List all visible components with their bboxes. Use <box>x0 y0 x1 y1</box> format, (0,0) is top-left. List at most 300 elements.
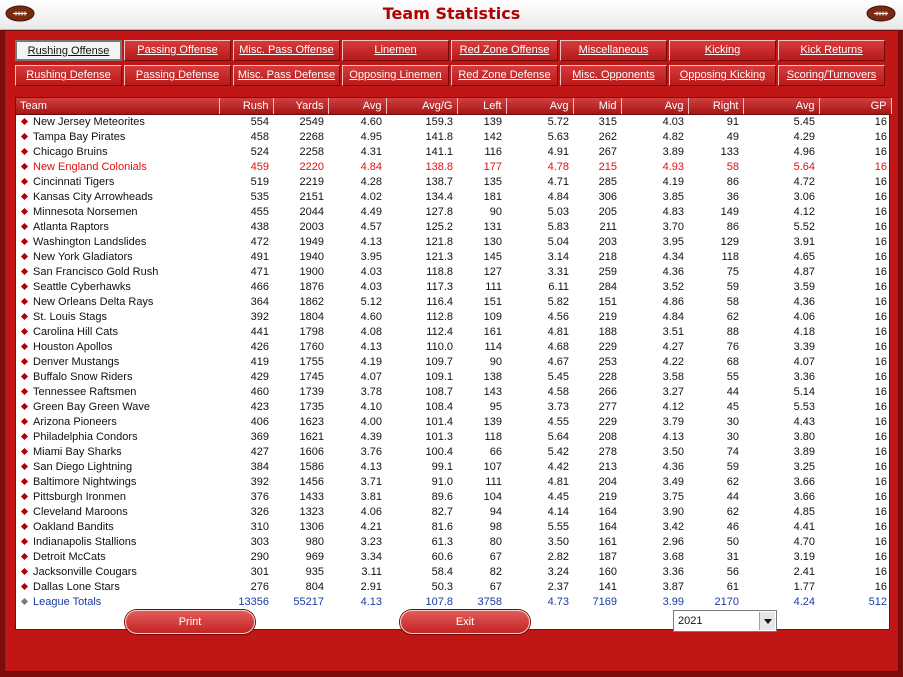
stat-cell: 3.66 <box>793 475 815 488</box>
stat-cell: 16 <box>874 475 887 488</box>
stat-cell: 3.91 <box>793 235 815 248</box>
stat-cell: 134.4 <box>425 190 453 203</box>
team-name: Tennessee Raftsmen <box>33 385 137 398</box>
stat-cell: 459 <box>250 160 269 173</box>
team-name: Baltimore Nightwings <box>33 475 137 488</box>
column-header[interactable]: Avg <box>328 98 386 114</box>
stat-cell: 4.08 <box>360 325 382 338</box>
stat-cell: 16 <box>874 355 887 368</box>
team-name: San Francisco Gold Rush <box>33 265 159 278</box>
stat-cell: 56 <box>726 565 739 578</box>
stat-cell: 4.19 <box>662 175 684 188</box>
stat-cell: 392 <box>250 310 269 323</box>
stat-cell: 86 <box>726 175 739 188</box>
team-name: Minnesota Norsemen <box>33 205 138 218</box>
stat-cell: 151 <box>483 295 502 308</box>
diamond-bullet-icon <box>21 193 28 200</box>
diamond-bullet-icon <box>21 448 28 455</box>
table-row[interactable] <box>16 429 891 444</box>
stat-cell: 4.56 <box>547 310 569 323</box>
stat-cell: 2549 <box>299 115 324 128</box>
column-header[interactable]: Team <box>16 98 219 114</box>
tab-opposing-linemen[interactable]: Opposing Linemen <box>342 65 449 86</box>
stat-cell: 118 <box>484 430 502 443</box>
team-name: Arizona Pioneers <box>33 415 117 428</box>
stat-cell: 969 <box>305 550 324 563</box>
stat-cell: 4.13 <box>360 460 382 473</box>
stat-cell: 3.89 <box>662 145 684 158</box>
stat-cell: 4.06 <box>793 310 815 323</box>
stat-cell: 5.42 <box>547 445 569 458</box>
exit-button[interactable]: Exit <box>400 610 530 634</box>
stat-cell: 125.2 <box>425 220 453 233</box>
stat-cell: 4.45 <box>547 490 569 503</box>
table-row[interactable] <box>16 324 891 339</box>
tab-scoring-turnovers[interactable]: Scoring/Turnovers <box>778 65 885 86</box>
stat-cell: 16 <box>874 160 887 173</box>
column-header[interactable]: Avg <box>621 98 688 114</box>
stat-cell: 219 <box>598 310 617 323</box>
team-name: Denver Mustangs <box>33 355 120 368</box>
stat-cell: 215 <box>598 160 617 173</box>
stat-cell: 1623 <box>299 415 324 428</box>
table-row[interactable] <box>16 459 891 474</box>
table-row[interactable] <box>16 189 891 204</box>
window-title: Team Statistics <box>382 4 521 23</box>
stat-cell: 4.82 <box>662 130 684 143</box>
stat-cell: 16 <box>874 370 887 383</box>
table-row[interactable] <box>16 249 891 264</box>
tab-misc-pass-offense[interactable]: Misc. Pass Offense <box>233 40 340 61</box>
stat-cell: 5.45 <box>547 370 569 383</box>
stat-cell: 519 <box>250 175 269 188</box>
stat-cell: 4.73 <box>547 595 569 608</box>
stat-cell: 4.84 <box>360 160 382 173</box>
stat-cell: 16 <box>874 445 887 458</box>
stat-cell: 1433 <box>299 490 324 503</box>
stat-cell: 131 <box>483 220 502 233</box>
stat-cell: 16 <box>874 280 887 293</box>
stat-cell: 2.41 <box>793 565 815 578</box>
stat-cell: 74 <box>726 445 739 458</box>
stat-cell: 472 <box>250 235 269 248</box>
stat-cell: 4.65 <box>793 250 815 263</box>
table-row[interactable] <box>16 264 891 279</box>
stat-cell: 4.96 <box>793 145 815 158</box>
column-header[interactable]: GP <box>819 98 891 114</box>
column-header[interactable]: Left <box>457 98 506 114</box>
stat-cell: 3.27 <box>662 385 684 398</box>
column-header[interactable]: Avg <box>743 98 819 114</box>
stat-cell: 4.27 <box>662 340 684 353</box>
diamond-bullet-icon <box>21 373 28 380</box>
stat-cell: 44 <box>726 490 739 503</box>
stat-cell: 90 <box>489 355 502 368</box>
table-row[interactable] <box>16 309 891 324</box>
diamond-bullet-icon <box>21 358 28 365</box>
team-name: New England Colonials <box>33 160 147 173</box>
team-name-cell <box>16 549 219 564</box>
stat-cell: 138.8 <box>425 160 453 173</box>
team-name-cell <box>16 114 219 129</box>
table-row[interactable] <box>16 579 891 594</box>
stat-cell: 369 <box>250 430 269 443</box>
season-select-value: 2021 <box>678 615 703 627</box>
stat-cell: 164 <box>598 520 617 533</box>
team-name: New York Gladiators <box>33 250 133 263</box>
diamond-bullet-icon <box>21 223 28 230</box>
stat-cell: 3.49 <box>662 475 684 488</box>
stat-cell: 4.07 <box>793 355 815 368</box>
stat-cell: 1876 <box>299 280 324 293</box>
stat-cell: 3.39 <box>793 340 815 353</box>
diamond-bullet-icon <box>21 283 28 290</box>
stat-cell: 364 <box>250 295 269 308</box>
season-select[interactable] <box>673 610 777 632</box>
team-name-cell <box>16 189 219 204</box>
stat-cell: 61 <box>726 580 739 593</box>
stat-cell: 1.77 <box>793 580 815 593</box>
stat-cell: 16 <box>874 490 887 503</box>
stat-cell: 4.49 <box>360 205 382 218</box>
stat-cell: 4.93 <box>662 160 684 173</box>
stat-cell: 524 <box>250 145 269 158</box>
stat-cell: 4.06 <box>360 505 382 518</box>
title-bar <box>0 0 903 30</box>
stat-cell: 89.6 <box>431 490 453 503</box>
stat-cell: 4.18 <box>793 325 815 338</box>
stat-cell: 5.64 <box>547 430 569 443</box>
stat-cell: 3.59 <box>793 280 815 293</box>
table-row[interactable] <box>16 129 891 144</box>
table-row[interactable] <box>16 204 891 219</box>
stat-cell: 2220 <box>299 160 324 173</box>
stat-cell: 4.02 <box>360 190 382 203</box>
stat-cell: 5.83 <box>547 220 569 233</box>
stat-cell: 3.36 <box>662 565 684 578</box>
diamond-bullet-icon <box>21 583 28 590</box>
stats-panel <box>4 30 899 672</box>
table-row[interactable] <box>16 384 891 399</box>
stat-cell: 4.58 <box>547 385 569 398</box>
stat-cell: 177 <box>483 160 502 173</box>
diamond-bullet-icon <box>21 538 28 545</box>
stat-cell: 138 <box>483 370 502 383</box>
stat-cell: 980 <box>305 535 324 548</box>
table-row[interactable] <box>16 369 891 384</box>
stat-cell: 16 <box>874 535 887 548</box>
stat-cell: 205 <box>598 205 617 218</box>
table-row[interactable] <box>16 519 891 534</box>
team-name-cell <box>16 399 219 414</box>
stat-cell: 4.19 <box>360 355 382 368</box>
table-row[interactable] <box>16 354 891 369</box>
stat-cell: 3.50 <box>662 445 684 458</box>
stat-cell: 108.4 <box>425 400 453 413</box>
table-row[interactable] <box>16 234 891 249</box>
column-header[interactable]: Mid <box>573 98 621 114</box>
stat-cell: 5.53 <box>793 400 815 413</box>
tab-linemen[interactable]: Linemen <box>342 40 449 61</box>
stat-cell: 4.55 <box>547 415 569 428</box>
stat-cell: 266 <box>598 385 617 398</box>
column-header[interactable]: Yards <box>273 98 328 114</box>
team-name-cell <box>16 159 219 174</box>
stat-cell: 2268 <box>299 130 324 143</box>
table-row[interactable] <box>16 294 891 309</box>
table-row[interactable] <box>16 144 891 159</box>
stat-cell: 16 <box>874 265 887 278</box>
team-name-cell <box>16 294 219 309</box>
stat-cell: 4.24 <box>793 595 815 608</box>
stat-cell: 204 <box>598 475 617 488</box>
stat-cell: 46 <box>726 520 739 533</box>
totals-row[interactable] <box>16 594 891 609</box>
team-name-cell <box>16 504 219 519</box>
stat-cell: 7169 <box>592 595 617 608</box>
stat-cell: 441 <box>250 325 269 338</box>
stat-cell: 81.6 <box>431 520 453 533</box>
tab-red-zone-offense[interactable]: Red Zone Offense <box>451 40 558 61</box>
stat-cell: 76 <box>726 340 739 353</box>
stat-cell: 460 <box>250 385 269 398</box>
stat-cell: 114 <box>484 340 502 353</box>
stat-cell: 149 <box>720 205 739 218</box>
team-name-cell <box>16 369 219 384</box>
table-row[interactable] <box>16 504 891 519</box>
diamond-bullet-icon <box>21 178 28 185</box>
stat-cell: 67 <box>489 580 502 593</box>
team-name-cell <box>16 129 219 144</box>
stat-cell: 535 <box>250 190 269 203</box>
stat-cell: 91 <box>726 115 739 128</box>
column-header[interactable]: Right <box>688 98 743 114</box>
stat-cell: 181 <box>483 190 502 203</box>
stat-cell: 471 <box>250 265 269 278</box>
stat-cell: 16 <box>874 115 887 128</box>
stat-cell: 4.87 <box>793 265 815 278</box>
stat-cell: 36 <box>726 190 739 203</box>
stat-cell: 44 <box>726 385 739 398</box>
team-name: Kansas City Arrowheads <box>33 190 153 203</box>
stat-cell: 3.95 <box>360 250 382 263</box>
table-row[interactable] <box>16 534 891 549</box>
stat-cell: 512 <box>868 595 887 608</box>
print-button[interactable]: Print <box>125 610 255 634</box>
team-name: Carolina Hill Cats <box>33 325 118 338</box>
table-row[interactable] <box>16 114 891 129</box>
stat-cell: 310 <box>250 520 269 533</box>
stat-cell: 384 <box>250 460 269 473</box>
stat-cell: 80 <box>489 535 502 548</box>
team-name-cell <box>16 579 219 594</box>
football-icon <box>866 5 896 22</box>
stat-cell: 107 <box>483 460 502 473</box>
stat-cell: 16 <box>874 190 887 203</box>
stat-cell: 16 <box>874 340 887 353</box>
stat-cell: 116 <box>484 145 502 158</box>
stat-cell: 2.37 <box>547 580 569 593</box>
column-header[interactable]: Avg/G <box>386 98 457 114</box>
stat-cell: 101.4 <box>425 415 453 428</box>
stat-cell: 4.13 <box>360 595 382 608</box>
stat-cell: 111 <box>485 280 502 293</box>
table-row[interactable] <box>16 399 891 414</box>
stat-cell: 141.8 <box>425 130 453 143</box>
stat-cell: 253 <box>598 355 617 368</box>
stat-cell: 466 <box>250 280 269 293</box>
stat-cell: 45 <box>726 400 739 413</box>
chevron-down-icon[interactable] <box>759 612 775 630</box>
stat-cell: 16 <box>874 460 887 473</box>
stat-cell: 107.8 <box>425 595 453 608</box>
stat-cell: 3.50 <box>547 535 569 548</box>
stat-cell: 16 <box>874 565 887 578</box>
tab-passing-defense[interactable]: Passing Defense <box>124 65 231 86</box>
team-name: Atlanta Raptors <box>33 220 109 233</box>
stat-cell: 82.7 <box>431 505 453 518</box>
stat-cell: 1323 <box>299 505 324 518</box>
stat-cell: 5.45 <box>793 115 815 128</box>
stat-cell: 276 <box>250 580 269 593</box>
stat-cell: 16 <box>874 220 887 233</box>
tab-kick-returns[interactable]: Kick Returns <box>778 40 885 61</box>
tab-rushing-defense[interactable]: Rushing Defense <box>15 65 122 86</box>
stat-cell: 108.7 <box>425 385 453 398</box>
stat-cell: 1949 <box>299 235 324 248</box>
tab-misc-opponents[interactable]: Misc. Opponents <box>560 65 667 86</box>
stat-cell: 58 <box>726 160 739 173</box>
stat-cell: 1760 <box>299 340 324 353</box>
stat-cell: 111 <box>485 475 502 488</box>
stat-cell: 4.28 <box>360 175 382 188</box>
diamond-bullet-icon <box>21 328 28 335</box>
stat-cell: 5.82 <box>547 295 569 308</box>
tab-rushing-offense[interactable]: Rushing Offense <box>15 40 122 61</box>
stat-cell: 3.79 <box>662 415 684 428</box>
stat-cell: 3.52 <box>662 280 684 293</box>
stat-cell: 376 <box>250 490 269 503</box>
table-row[interactable] <box>16 474 891 489</box>
stat-cell: 259 <box>598 265 617 278</box>
stat-cell: 141 <box>598 580 617 593</box>
stat-cell: 4.71 <box>547 175 569 188</box>
stat-cell: 1739 <box>299 385 324 398</box>
tab-kicking[interactable]: Kicking <box>669 40 776 61</box>
table-row[interactable] <box>16 489 891 504</box>
stat-cell: 16 <box>874 400 887 413</box>
tab-passing-offense[interactable]: Passing Offense <box>124 40 231 61</box>
stat-cell: 91.0 <box>431 475 453 488</box>
table-row[interactable] <box>16 414 891 429</box>
stat-cell: 16 <box>874 250 887 263</box>
table-row[interactable] <box>16 219 891 234</box>
team-name-cell <box>16 414 219 429</box>
stat-cell: 2151 <box>299 190 324 203</box>
stat-cell: 1306 <box>299 520 324 533</box>
stat-cell: 554 <box>250 115 269 128</box>
stat-cell: 5.63 <box>547 130 569 143</box>
stat-cell: 139 <box>483 115 502 128</box>
stat-cell: 4.68 <box>547 340 569 353</box>
stat-cell: 2044 <box>299 205 324 218</box>
team-name-cell <box>16 489 219 504</box>
stat-cell: 187 <box>598 550 617 563</box>
stat-cell: 5.64 <box>793 160 815 173</box>
stat-cell: 4.85 <box>793 505 815 518</box>
table-row[interactable] <box>16 444 891 459</box>
stat-cell: 4.42 <box>547 460 569 473</box>
diamond-bullet-icon <box>21 553 28 560</box>
table-row[interactable] <box>16 159 891 174</box>
stat-cell: 218 <box>598 250 617 263</box>
team-name-cell <box>16 519 219 534</box>
stat-cell: 104 <box>483 490 502 503</box>
table-row[interactable] <box>16 279 891 294</box>
stat-cell: 16 <box>874 415 887 428</box>
stat-cell: 1586 <box>299 460 324 473</box>
tab-opposing-kicking[interactable]: Opposing Kicking <box>669 65 776 86</box>
team-name-cell <box>16 429 219 444</box>
table-row[interactable] <box>16 564 891 579</box>
stat-cell: 90 <box>489 205 502 218</box>
stat-cell: 306 <box>598 190 617 203</box>
team-name: Houston Apollos <box>33 340 113 353</box>
stat-cell: 159.3 <box>425 115 453 128</box>
stat-cell: 67 <box>489 550 502 563</box>
stat-cell: 423 <box>250 400 269 413</box>
stat-cell: 2.91 <box>360 580 382 593</box>
diamond-bullet-icon <box>21 388 28 395</box>
stat-cell: 4.07 <box>360 370 382 383</box>
stat-cell: 138.7 <box>425 175 453 188</box>
tab-red-zone-defense[interactable]: Red Zone Defense <box>451 65 558 86</box>
stat-cell: 211 <box>599 220 617 233</box>
column-header[interactable]: Avg <box>506 98 573 114</box>
stat-cell: 4.67 <box>547 355 569 368</box>
stat-cell: 229 <box>598 415 617 428</box>
tab-misc-pass-defense[interactable]: Misc. Pass Defense <box>233 65 340 86</box>
table-row[interactable] <box>16 549 891 564</box>
stat-cell: 161 <box>483 325 502 338</box>
table-row[interactable] <box>16 174 891 189</box>
stat-cell: 16 <box>874 205 887 218</box>
team-name: Pittsburgh Ironmen <box>33 490 126 503</box>
tab-miscellaneous[interactable]: Miscellaneous <box>560 40 667 61</box>
stat-cell: 219 <box>598 490 617 503</box>
stat-cell: 142 <box>483 130 502 143</box>
stat-cell: 16 <box>874 235 887 248</box>
team-name-cell <box>16 594 219 609</box>
stat-cell: 4.14 <box>547 505 569 518</box>
stat-cell: 118.8 <box>426 265 453 278</box>
stat-cell: 50 <box>726 535 739 548</box>
stat-cell: 55 <box>726 370 739 383</box>
stat-cell: 5.04 <box>547 235 569 248</box>
stat-cell: 4.95 <box>360 130 382 143</box>
stat-cell: 16 <box>874 175 887 188</box>
table-row[interactable] <box>16 339 891 354</box>
stat-cell: 427 <box>250 445 269 458</box>
stat-cell: 262 <box>598 130 617 143</box>
diamond-bullet-icon <box>21 313 28 320</box>
stat-cell: 277 <box>598 400 617 413</box>
stat-cell: 4.22 <box>662 355 684 368</box>
column-header[interactable]: Rush <box>219 98 273 114</box>
stat-cell: 5.72 <box>547 115 569 128</box>
stat-cell: 208 <box>598 430 617 443</box>
team-name-cell <box>16 279 219 294</box>
